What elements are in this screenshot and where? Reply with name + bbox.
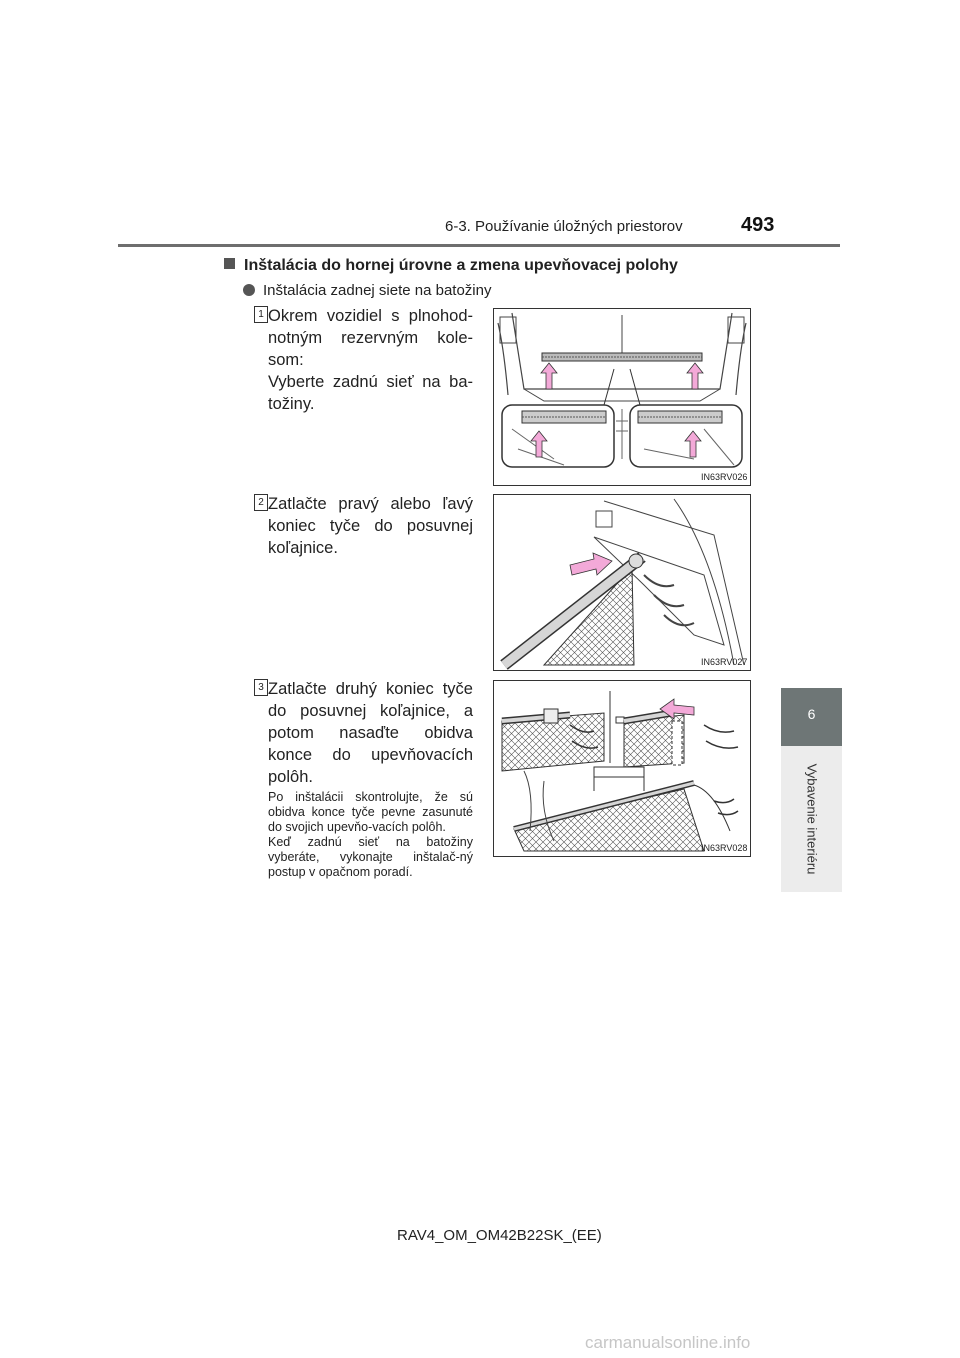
step-number-1: 1: [254, 306, 268, 323]
circle-bullet-icon: [243, 284, 255, 296]
arrow-up-icon: [687, 363, 703, 389]
subheading: [243, 282, 491, 299]
note-paragraph-1: Po inštalácii skontrolujte, že sú obidva konce tyče pevne zasunuté do svojich upevňo-vacích polôh.: [268, 790, 473, 834]
figure-1: [493, 308, 751, 486]
step-text-1: Okrem vozidiel s plnohod-notným rezervným kole-som: Vyberte zadnú sieť na ba-tožiny.: [268, 307, 473, 413]
figure-2: [493, 494, 751, 671]
model-code: RAV4_OM_OM42B22SK_(EE): [397, 1227, 602, 1244]
section-heading-text: Inštalácia do hornej úrovne a zmena upevňovacej polohy: [244, 257, 678, 274]
chapter-number: 6: [807, 706, 816, 722]
square-bullet-icon: [224, 258, 235, 269]
step-number-2: 2: [254, 494, 268, 511]
figure-3: [493, 680, 751, 857]
section-title: 6-3. Používanie úložných priestorov: [445, 218, 683, 235]
figure-code-1: IN63RV026: [701, 472, 748, 482]
note-paragraph-2: Keď zadnú sieť na batožiny vyberáte, vykonajte inštalač-ný postup v opačnom poradí.: [268, 835, 473, 879]
subheading-text: Inštalácia zadnej siete na batožiny: [263, 282, 492, 299]
figure-code-3: IN63RV028: [701, 843, 748, 853]
chapter-tab[interactable]: [781, 688, 842, 746]
arrow-right-icon: [570, 553, 612, 575]
header-rule: [118, 244, 840, 247]
step-text-3: Zatlačte druhý koniec tyče do posuvnej koľajnice, a potom nasaďte obidva konce do upevňovacích polôh.: [268, 680, 473, 786]
step-number-3: 3: [254, 679, 268, 696]
figure-3-illustration: [494, 681, 750, 856]
figure-code-2: IN63RV027: [701, 657, 748, 667]
page-number: 493: [741, 214, 775, 236]
figure-2-illustration: [494, 495, 750, 670]
figure-1-illustration: [494, 309, 750, 485]
installation-note: [268, 790, 473, 880]
arrow-up-icon: [541, 363, 557, 389]
section-heading: [224, 257, 678, 275]
step-text-2: Zatlačte pravý alebo ľavý koniec tyče do posuvnej koľajnice.: [268, 495, 473, 557]
watermark-text[interactable]: carmanualsonline.info: [585, 1333, 751, 1352]
chapter-label: Vybavenie interiéru: [804, 763, 820, 875]
